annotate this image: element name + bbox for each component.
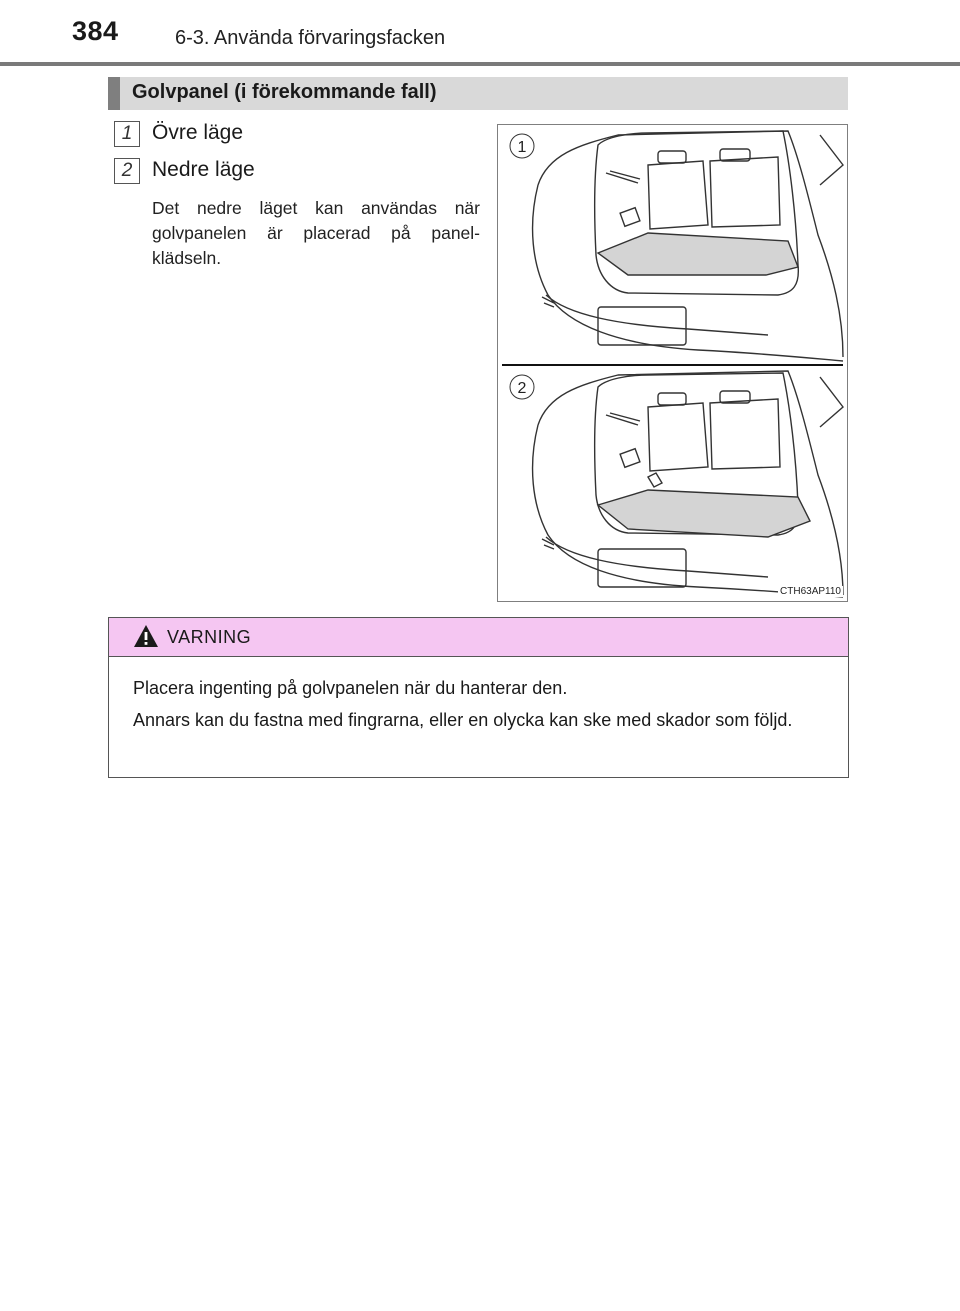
upper-position-drawing bbox=[533, 131, 843, 361]
warning-box bbox=[108, 617, 849, 778]
header-rule bbox=[0, 62, 960, 66]
figure-code: CTH63AP110 bbox=[780, 586, 841, 597]
lower-position-drawing bbox=[533, 371, 843, 597]
step-number: 2 bbox=[114, 158, 140, 184]
warning-paragraph: Annars kan du fastna med fingrarna, eller en olycka kan ske med skador som följd. bbox=[133, 710, 793, 730]
chapter-title: 6-3. Använda förvaringsfacken bbox=[175, 27, 446, 49]
section-heading-text: Golvpanel (i förekommande fall) bbox=[132, 81, 437, 103]
warning-label: VARNING bbox=[167, 627, 252, 647]
warning-header bbox=[109, 618, 848, 657]
section-heading bbox=[108, 77, 848, 110]
step-number: 1 bbox=[114, 121, 140, 147]
step-label: Nedre läge bbox=[152, 158, 255, 181]
panel-label-1: 1 bbox=[517, 139, 527, 156]
warning-triangle-icon bbox=[133, 624, 159, 648]
floor-panel-illustration bbox=[497, 124, 848, 602]
page-number: 384 bbox=[72, 16, 119, 46]
panel-label-2: 2 bbox=[517, 380, 527, 397]
step-label: Övre läge bbox=[152, 121, 244, 144]
step-description: Det nedre läget kan användas när golvpanelen är placerad på panel-klädseln. bbox=[152, 198, 480, 268]
warning-paragraph: Placera ingenting på golvpanelen när du hanterar den. bbox=[133, 678, 568, 698]
